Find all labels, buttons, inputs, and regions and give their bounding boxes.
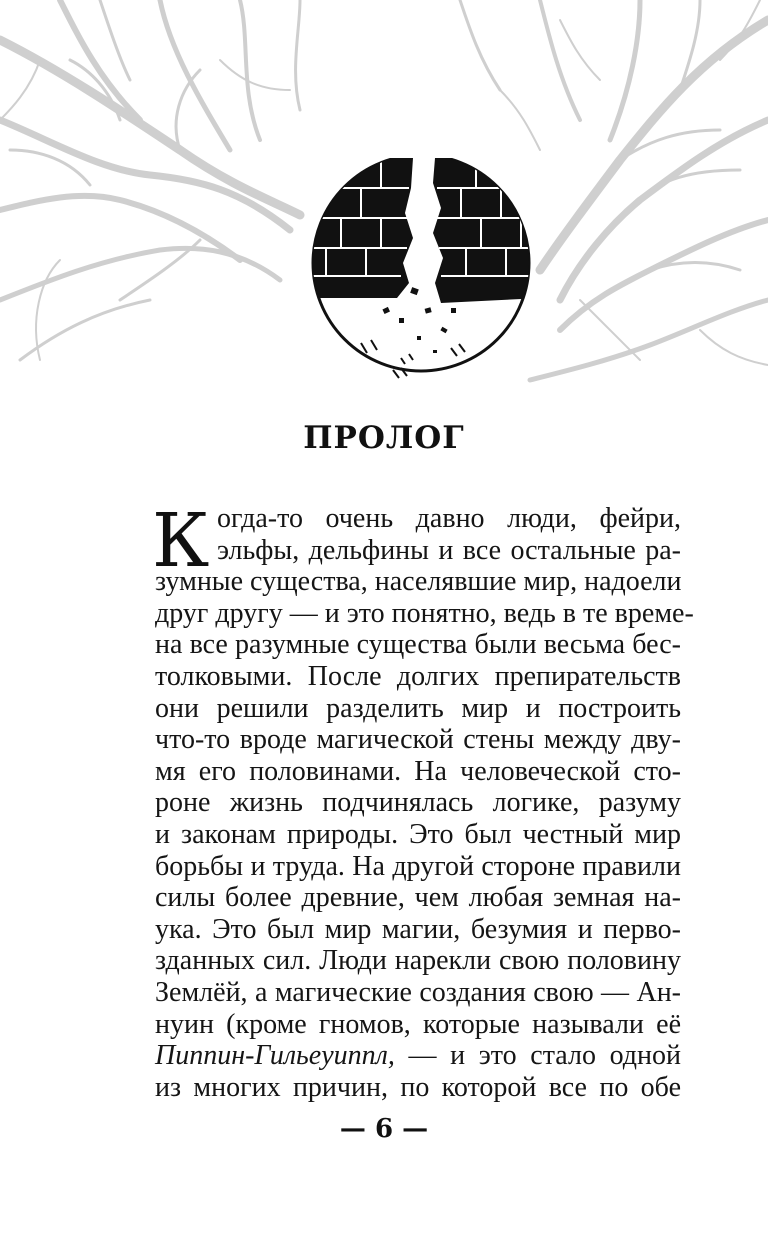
text-line: что-то вроде магической стены между дву- [155, 724, 681, 756]
header-illustration [0, 0, 768, 400]
text-line: борьбы и труда. На другой стороне правили [155, 850, 681, 882]
text-line: нуин (кроме гномов, которые называли её [155, 1008, 681, 1040]
text-line: и законам природы. Это был честный мир [155, 818, 681, 850]
text-line: из многих причин, по которой все по обе [155, 1071, 681, 1103]
text-line: они решили разделить мир и построить [155, 692, 681, 724]
text-line: эльфы, дельфины и все остальные ра- [217, 534, 681, 566]
text-line-italic [155, 1040, 681, 1072]
text-line: зданных сил. Люди нарекли свою половину [155, 945, 681, 977]
text-line: ука. Это был мир магии, безумия и перво- [155, 913, 681, 945]
drop-cap: К [152, 498, 210, 584]
italic-name: Пиппин-Гильеуиппл, [155, 1040, 395, 1072]
text-line: друг другу — и это понятно, ведь в те време- [155, 597, 694, 629]
text-line: роне жизнь подчинялась логике, разуму [155, 787, 681, 819]
text-line: на все разумные существа были весьма бес- [155, 629, 681, 661]
text-fragment: — и это стало одной [394, 1040, 681, 1072]
cracked-wall-emblem [301, 158, 541, 383]
text-line: силы более древние, чем любая земная на- [155, 882, 681, 914]
page-number: — 6 — [339, 1114, 429, 1144]
text-line: Землёй, а магические создания свою — Ан- [155, 976, 681, 1008]
text-line: огда-то очень давно люди, фейри, [217, 503, 681, 534]
text-line: толковыми. После долгих препирательств [155, 660, 681, 692]
text-line: мя его половинами. На человеческой сто- [155, 755, 681, 787]
text-line: зумные существа, населявшие мир, надоели [155, 566, 682, 598]
body-text [152, 498, 694, 1103]
chapter-title: ПРОЛОГ [303, 420, 465, 456]
